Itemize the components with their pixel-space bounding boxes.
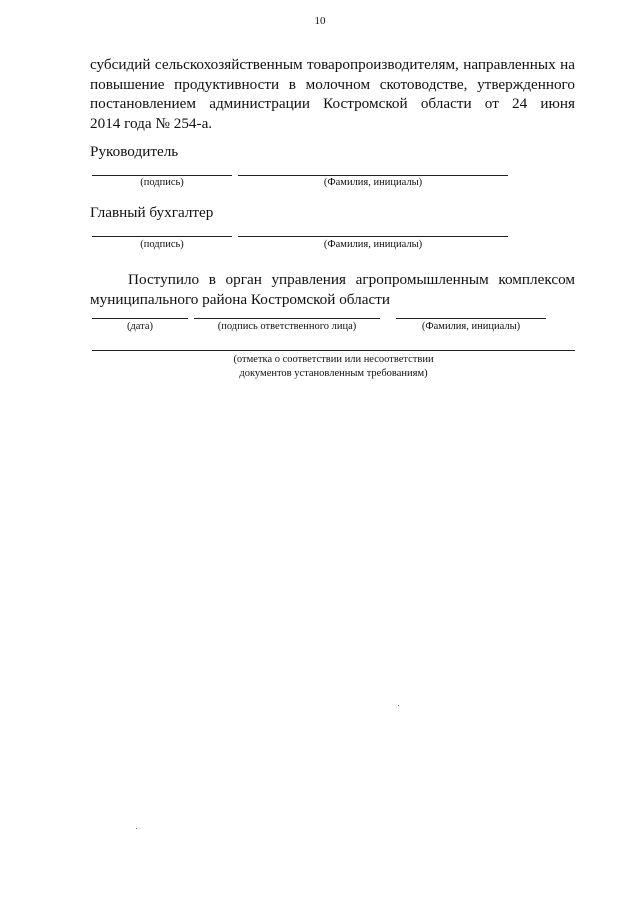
head-title: Руководитель — [90, 143, 179, 160]
compliance-line — [92, 350, 575, 351]
received-date-caption: (дата) — [126, 321, 154, 332]
accountant-signature-caption: (подпись) — [140, 239, 184, 250]
received-paragraph — [90, 270, 575, 309]
intro-line: 2014 года № 254-а. — [90, 114, 213, 132]
intro-line: повышение продуктивности в молочном скотоводстве, утвержденного — [90, 75, 575, 93]
received-date-line — [92, 318, 188, 319]
head-signature-line — [92, 175, 232, 176]
received-line: муниципального района Костромской области — [90, 290, 390, 308]
received-name-line — [396, 318, 546, 319]
page-number: 10 — [314, 15, 326, 27]
head-name-caption: (Фамилия, инициалы) — [323, 177, 423, 188]
compliance-caption — [92, 353, 575, 381]
scan-speck — [136, 828, 137, 829]
intro-paragraph — [90, 55, 575, 133]
compliance-caption-line: документов установленным требованиям) — [239, 368, 428, 379]
received-line: Поступило в орган управления агропромышленным комплексом — [128, 271, 575, 288]
received-signature-caption: (подпись ответственного лица) — [217, 321, 357, 332]
intro-line: постановлением администрации Костромской области от 24 июня — [90, 95, 575, 112]
accountant-name-line — [238, 236, 508, 237]
received-name-caption: (Фамилия, инициалы) — [421, 321, 521, 332]
head-signature-caption: (подпись) — [140, 177, 184, 188]
received-signature-line — [194, 318, 380, 319]
accountant-title: Главный бухгалтер — [90, 204, 214, 221]
accountant-signature-line — [92, 236, 232, 237]
accountant-name-caption: (Фамилия, инициалы) — [323, 239, 423, 250]
scan-speck — [398, 705, 399, 706]
intro-line: субсидий сельскохозяйственным товаропроизводителям, направленных на — [90, 56, 575, 73]
head-name-line — [238, 175, 508, 176]
compliance-caption-line: (отметка о соответствии или несоответствии — [233, 354, 434, 365]
